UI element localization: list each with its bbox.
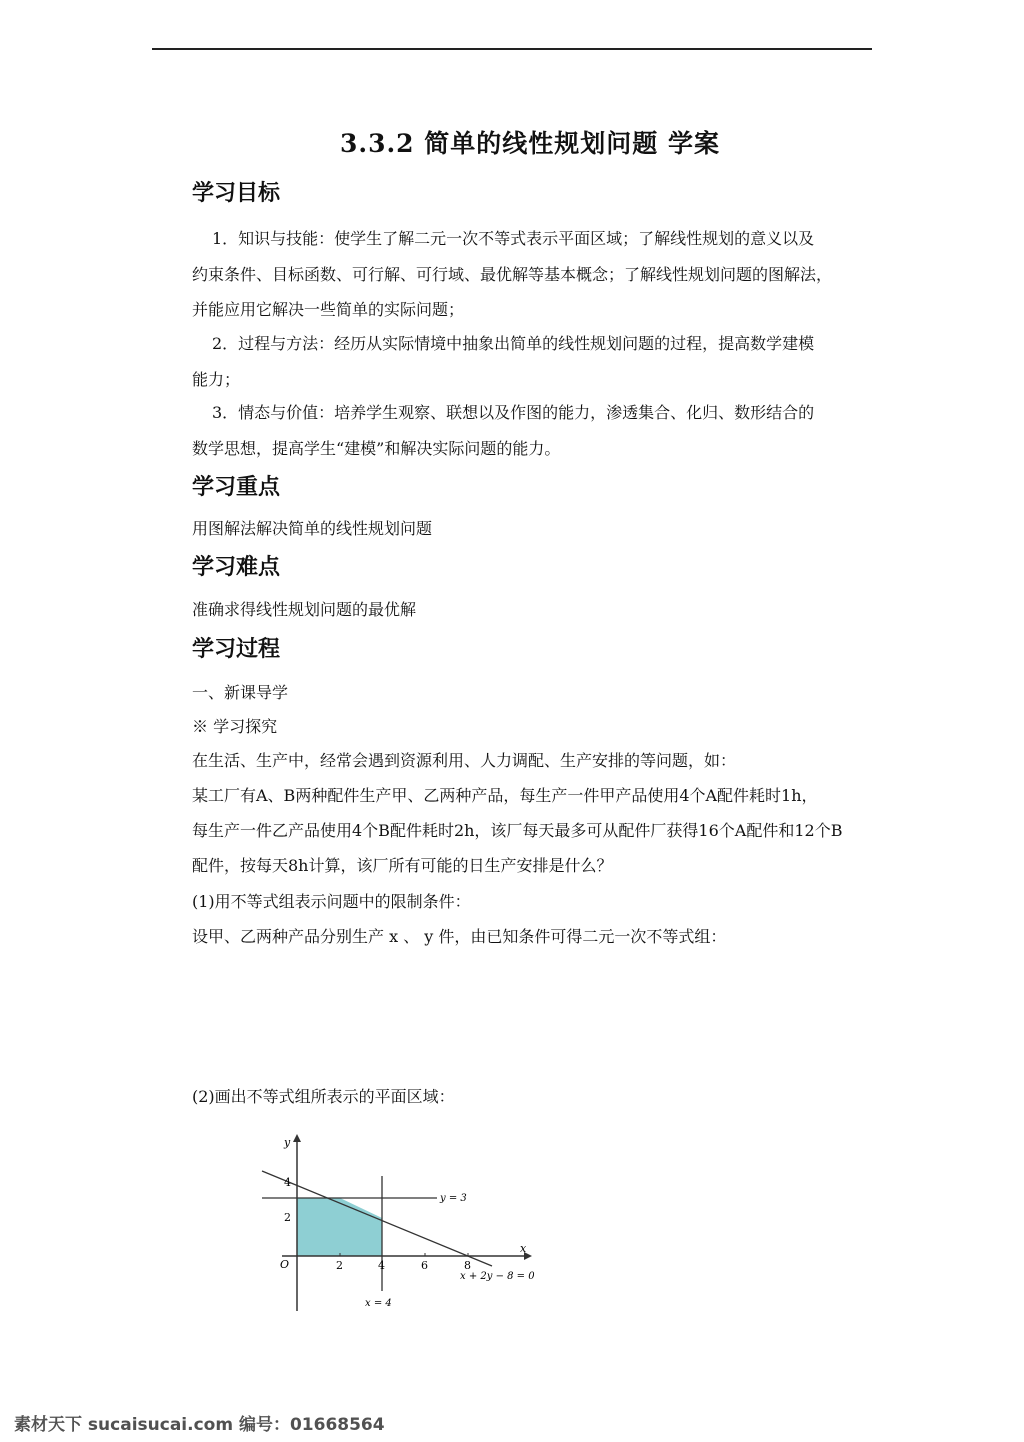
page-title: 3.3.2 简单的线性规划问题 学案 [339,129,720,158]
goals-line-4: 2．过程与方法：经历从实际情境中抽象出简单的线性规划问题的过程，提高数学建模 [212,334,815,353]
key-text: 用图解法解决简单的线性规划问题 [192,519,433,538]
step2: (2)画出不等式组所表示的平面区域： [192,1087,455,1106]
y-axis-arrow [293,1134,301,1142]
step1: (1)用不等式组表示问题中的限制条件： [192,892,471,911]
goals-line-6: 3．情态与价值：培养学生观察、联想以及作图的能力，渗透集合、化归、数形结合的 [212,403,815,422]
step1-detail: 设甲、乙两种产品分别生产 x 、 y 件，由已知条件可得二元一次不等式组： [192,927,727,946]
tick-label-x-6: 6 [421,1259,428,1272]
label-x4: x = 4 [365,1298,392,1309]
problem-line-2: 每生产一件乙产品使用4个B配件耗时2h，该厂每天最多可从配件厂获得16个A配件和12个B [192,821,843,840]
tick-label-x-4: 4 [378,1259,385,1272]
difficulty-text: 准确求得线性规划问题的最优解 [192,600,417,619]
problem-line-1: 某工厂有A、B两种配件生产甲、乙两种产品，每生产一件甲产品使用4个A配件耗时1h， [192,786,818,805]
top-rule [152,48,872,50]
watermark: 素材天下 sucaisucai.com 编号：01668564 [14,1415,385,1435]
heading-key: 学习重点 [192,475,281,500]
goals-line-1: 1．知识与技能：使学生了解二元一次不等式表示平面区域；了解线性规划的意义以及 [212,229,815,248]
tick-label-y-2: 2 [284,1211,291,1224]
origin-label: O [280,1258,290,1271]
tick-label-y-4: 4 [284,1176,291,1189]
process-sub1: 一、新课导学 [192,683,289,702]
heading-goals: 学习目标 [192,181,281,206]
feasible-region [297,1198,382,1256]
axis-x-label: x [520,1242,527,1255]
tick-label-x-2: 2 [336,1259,343,1272]
goals-line-5: 能力； [192,370,241,389]
goals-line-3: 并能应用它解决一些简单的实际问题； [192,300,465,319]
label-y3: y = 3 [440,1193,467,1204]
axis-y-label: y [284,1136,291,1149]
heading-process: 学习过程 [192,637,281,662]
problem-line-3: 配件，按每天8h计算，该厂所有可能的日生产安排是什么？ [192,856,613,875]
goals-line-2: 约束条件、目标函数、可行解、可行域、最优解等基本概念；了解线性规划问题的图解法， [192,265,833,284]
goals-line-7: 数学思想，提高学生“建模”和解决实际问题的能力。 [192,439,561,458]
feasible-region-graph [252,1126,552,1322]
process-intro: 在生活、生产中，经常会遇到资源利用、人力调配、生产安排的等问题，如： [192,751,737,770]
process-sub2: ※ 学习探究 [192,717,278,736]
label-constraint: x + 2y − 8 = 0 [460,1271,535,1282]
heading-difficulty: 学习难点 [192,555,281,580]
tick-label-x-8: 8 [464,1259,471,1272]
